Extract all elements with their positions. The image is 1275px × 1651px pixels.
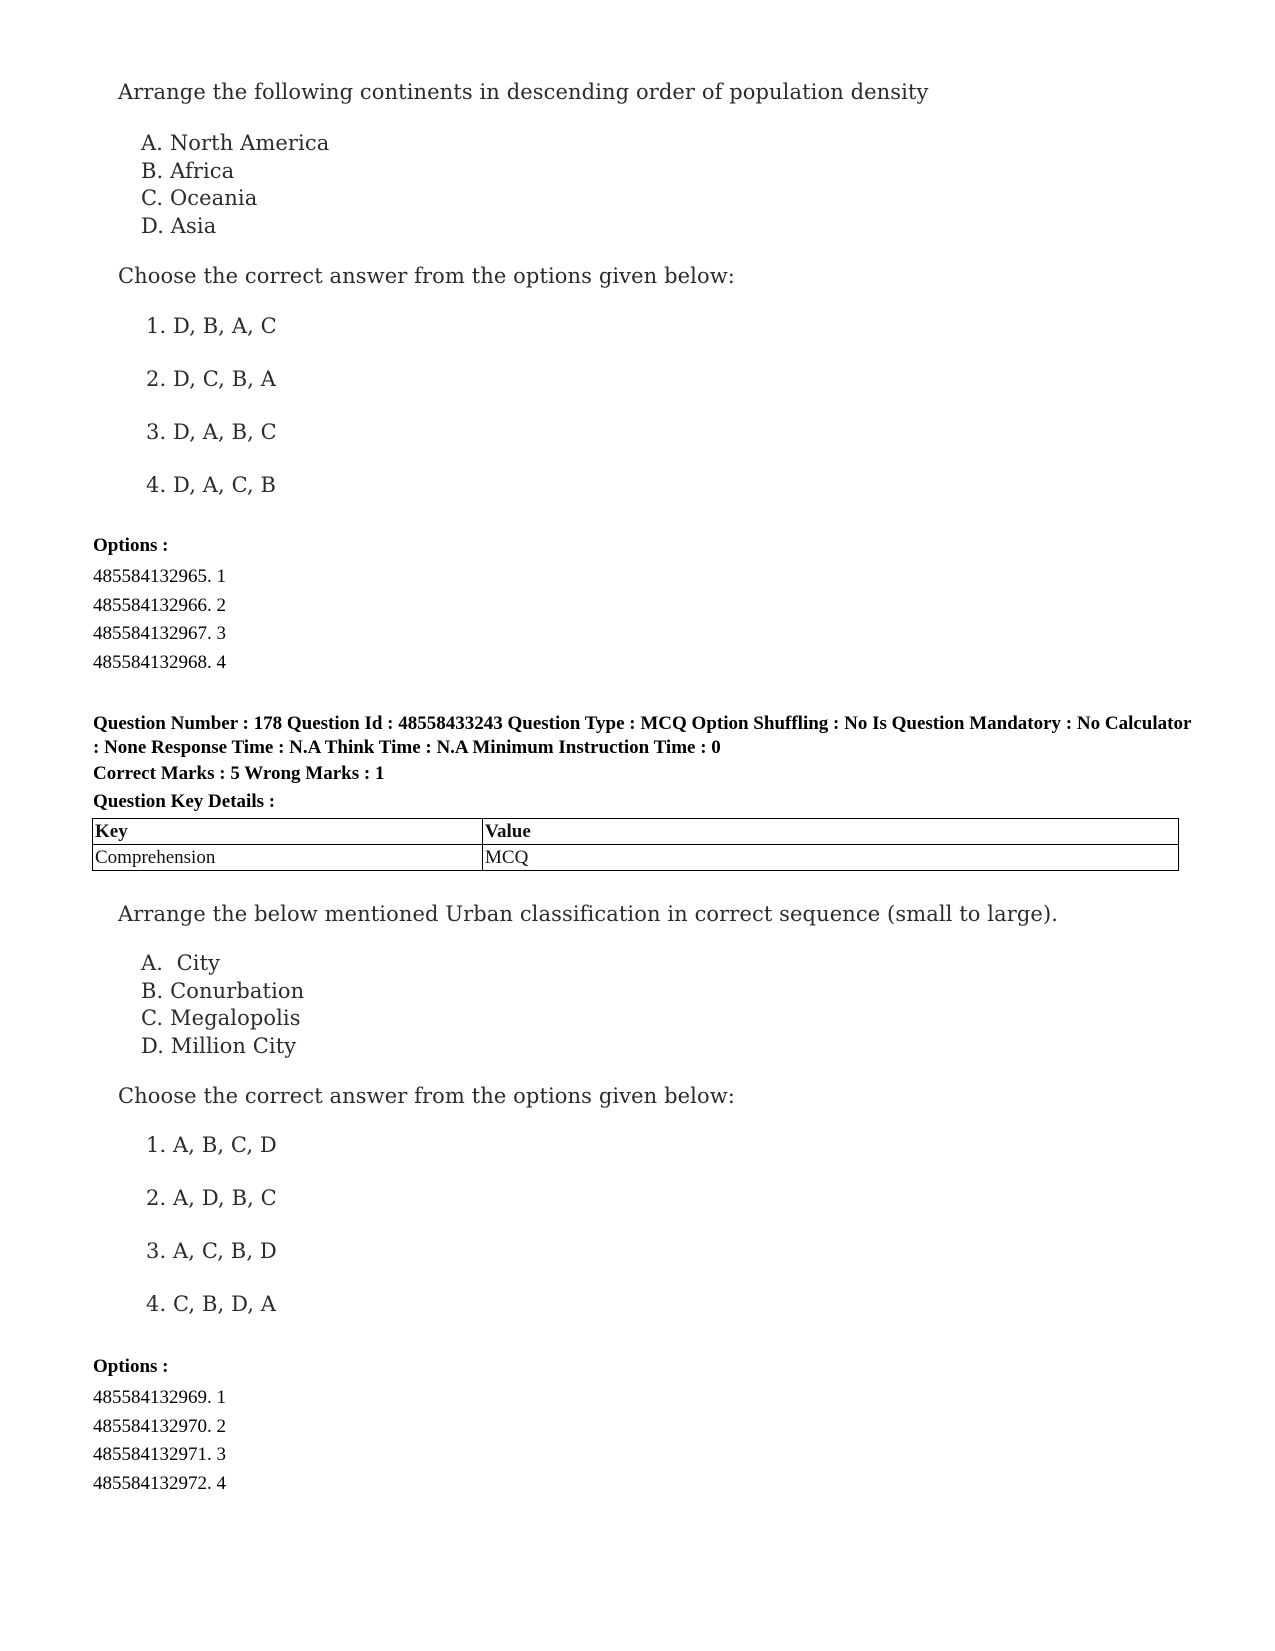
table-cell-key: Comprehension (93, 845, 483, 871)
table-row (93, 845, 1179, 871)
question-1-items (141, 130, 329, 240)
answer-choice: 4. D, A, C, B (146, 473, 277, 497)
list-item: B. Africa (141, 158, 235, 183)
question-1-stem: Arrange the following continents in descending order of population density (118, 80, 929, 104)
question-2-choices (146, 1131, 277, 1343)
table-cell-value: MCQ (483, 845, 1179, 871)
answer-choice: 1. A, B, C, D (146, 1133, 277, 1157)
list-item: D. Million City (141, 1033, 297, 1058)
answer-choice: 1. D, B, A, C (146, 314, 277, 338)
list-item: D. Asia (141, 213, 217, 238)
options-list (93, 1384, 226, 1498)
options-list (93, 563, 226, 677)
table-header-value: Value (483, 819, 1179, 845)
option-id: 485584132966. 2 (93, 594, 226, 616)
option-id: 485584132971. 3 (93, 1444, 226, 1465)
answer-choice: 3. A, C, B, D (146, 1239, 277, 1263)
list-item: C. Oceania (141, 186, 258, 210)
option-id: 485584132965. 1 (93, 566, 226, 587)
question-1-prompt: Choose the correct answer from the options given below: (118, 264, 735, 288)
option-id: 485584132970. 2 (93, 1415, 226, 1437)
option-id: 485584132968. 4 (93, 651, 226, 673)
key-details-table (92, 818, 1179, 871)
question-1-choices (146, 312, 277, 524)
answer-choice: 2. D, C, B, A (146, 367, 277, 391)
list-item: A. City (141, 951, 221, 975)
list-item: C. Megalopolis (141, 1006, 301, 1030)
question-marks: Correct Marks : 5 Wrong Marks : 1 (93, 763, 385, 784)
option-id: 485584132969. 1 (93, 1387, 226, 1408)
answer-choice: 2. A, D, B, C (146, 1186, 277, 1210)
options-label: Options : (93, 535, 169, 556)
answer-choice: 3. D, A, B, C (146, 420, 277, 444)
options-label: Options : (93, 1356, 169, 1377)
key-details-label: Question Key Details : (93, 791, 276, 812)
list-item: B. Conurbation (141, 978, 305, 1003)
question-2-items (141, 950, 304, 1060)
table-header-row (93, 819, 1179, 845)
answer-choice: 4. C, B, D, A (146, 1292, 277, 1316)
table-header-key: Key (93, 819, 483, 845)
question-2-stem: Arrange the below mentioned Urban classification in correct sequence (small to large). (118, 902, 1059, 926)
option-id: 485584132972. 4 (93, 1472, 226, 1494)
option-id: 485584132967. 3 (93, 623, 226, 644)
list-item: A. North America (141, 131, 330, 155)
question-2-prompt: Choose the correct answer from the options given below: (118, 1084, 735, 1108)
question-meta: Question Number : 178 Question Id : 48558433243 Question Type : MCQ Option Shuffling : No Is Question Mandatory : No Calculator : None Response Time : N.A Think Time : N.A Minimum Instruction Time : 0 (93, 713, 1192, 758)
